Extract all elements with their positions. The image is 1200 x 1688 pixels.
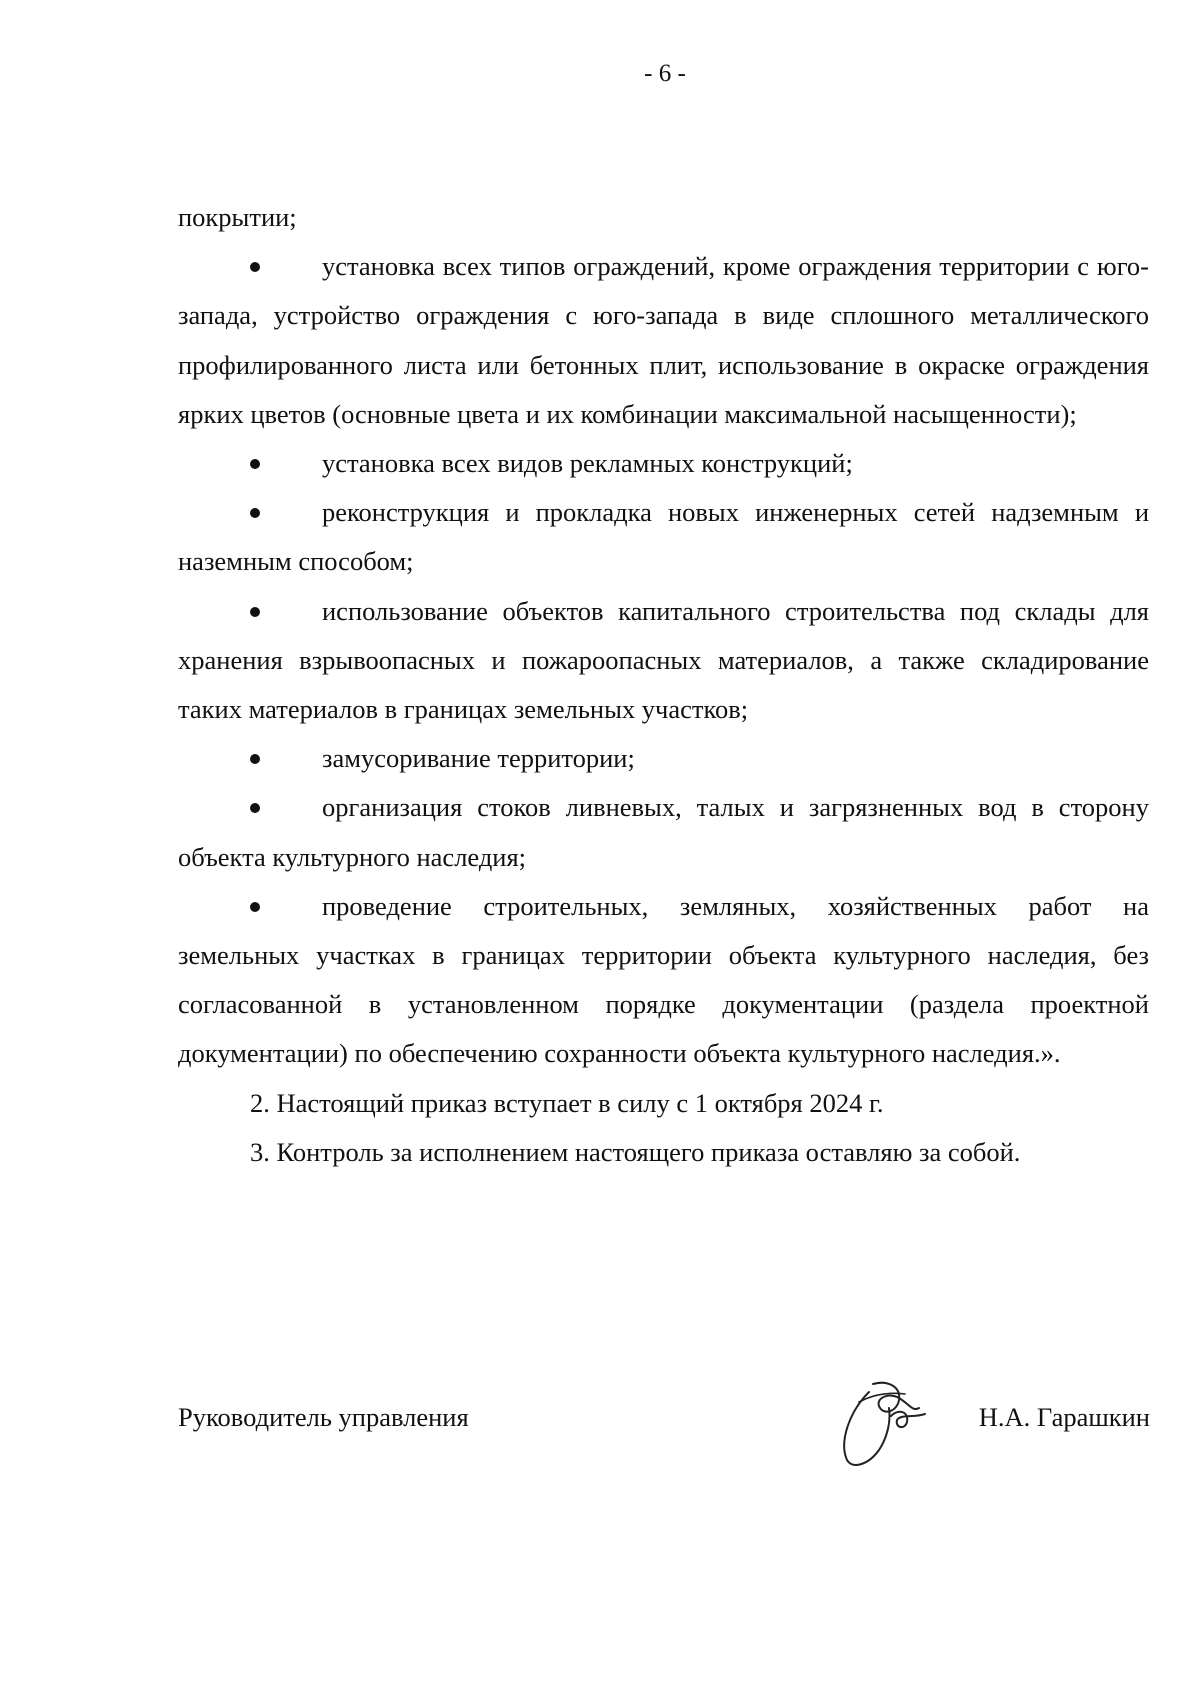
bullet-text: реконструкция и прокладка новых инженерных сетей надземным и наземным способом; [178, 497, 1149, 577]
page-number: - 6 - [644, 60, 686, 87]
bullet-text: организация стоков ливневых, талых и загрязненных вод в сторону объекта культурного наследия; [178, 792, 1149, 872]
continuation-text: покрытии; [178, 202, 297, 232]
bullet-text: использование объектов капитального строительства под склады для хранения взрывоопасных и пожароопасных материалов, а также складирование таких материалов в границах земельных участков; [178, 595, 1149, 725]
bullet-icon [250, 242, 322, 291]
signatory-title: Руководитель управления [178, 1402, 469, 1432]
bullet-text: замусоривание территории; [322, 743, 635, 774]
numbered-item-2: 2. Настоящий приказ вступает в силу с 1 октября 2024 г. [250, 1087, 884, 1118]
bullet-text: установка всех видов рекламных конструкций; [322, 448, 853, 479]
signatory-name: Н.А. Гарашкин [978, 1402, 1150, 1432]
bullet-icon [250, 587, 322, 636]
bullet-item [178, 439, 1149, 488]
bullet-icon [250, 882, 322, 931]
bullet-icon [250, 734, 322, 783]
bullet-item [178, 488, 1149, 586]
bullet-item [178, 783, 1149, 881]
bullet-icon [250, 439, 322, 488]
handwritten-signature [829, 1372, 939, 1472]
numbered-item-3: 3. Контроль за исполнением настоящего приказа оставляю за собой. [250, 1136, 1021, 1167]
bullet-item [178, 882, 1149, 1079]
bullet-item [178, 587, 1149, 735]
bullet-text: проведение строительных, земляных, хозяйственных работ на земельных участках в границах территории объекта культурного наследия, без согласованной в установленном порядке документации (раздела проектной документации) по обеспечению сохранности объекта культурного наследия.». [178, 890, 1149, 1069]
document-body [178, 193, 1149, 1177]
signature-block [178, 1392, 1150, 1462]
bullet-icon [250, 488, 322, 537]
bullet-item [178, 734, 1149, 783]
bullet-item [178, 242, 1149, 439]
bullet-icon [250, 783, 322, 832]
bullet-text: установка всех типов ограждений, кроме ограждения территории с юго-запада, устройство ограждения с юго-запада в виде сплошного металлического профилированного листа или бетонных плит, использование в окраске ограждения ярких цветов (основные цвета и их комбинации максимальной насыщенности); [178, 251, 1149, 429]
